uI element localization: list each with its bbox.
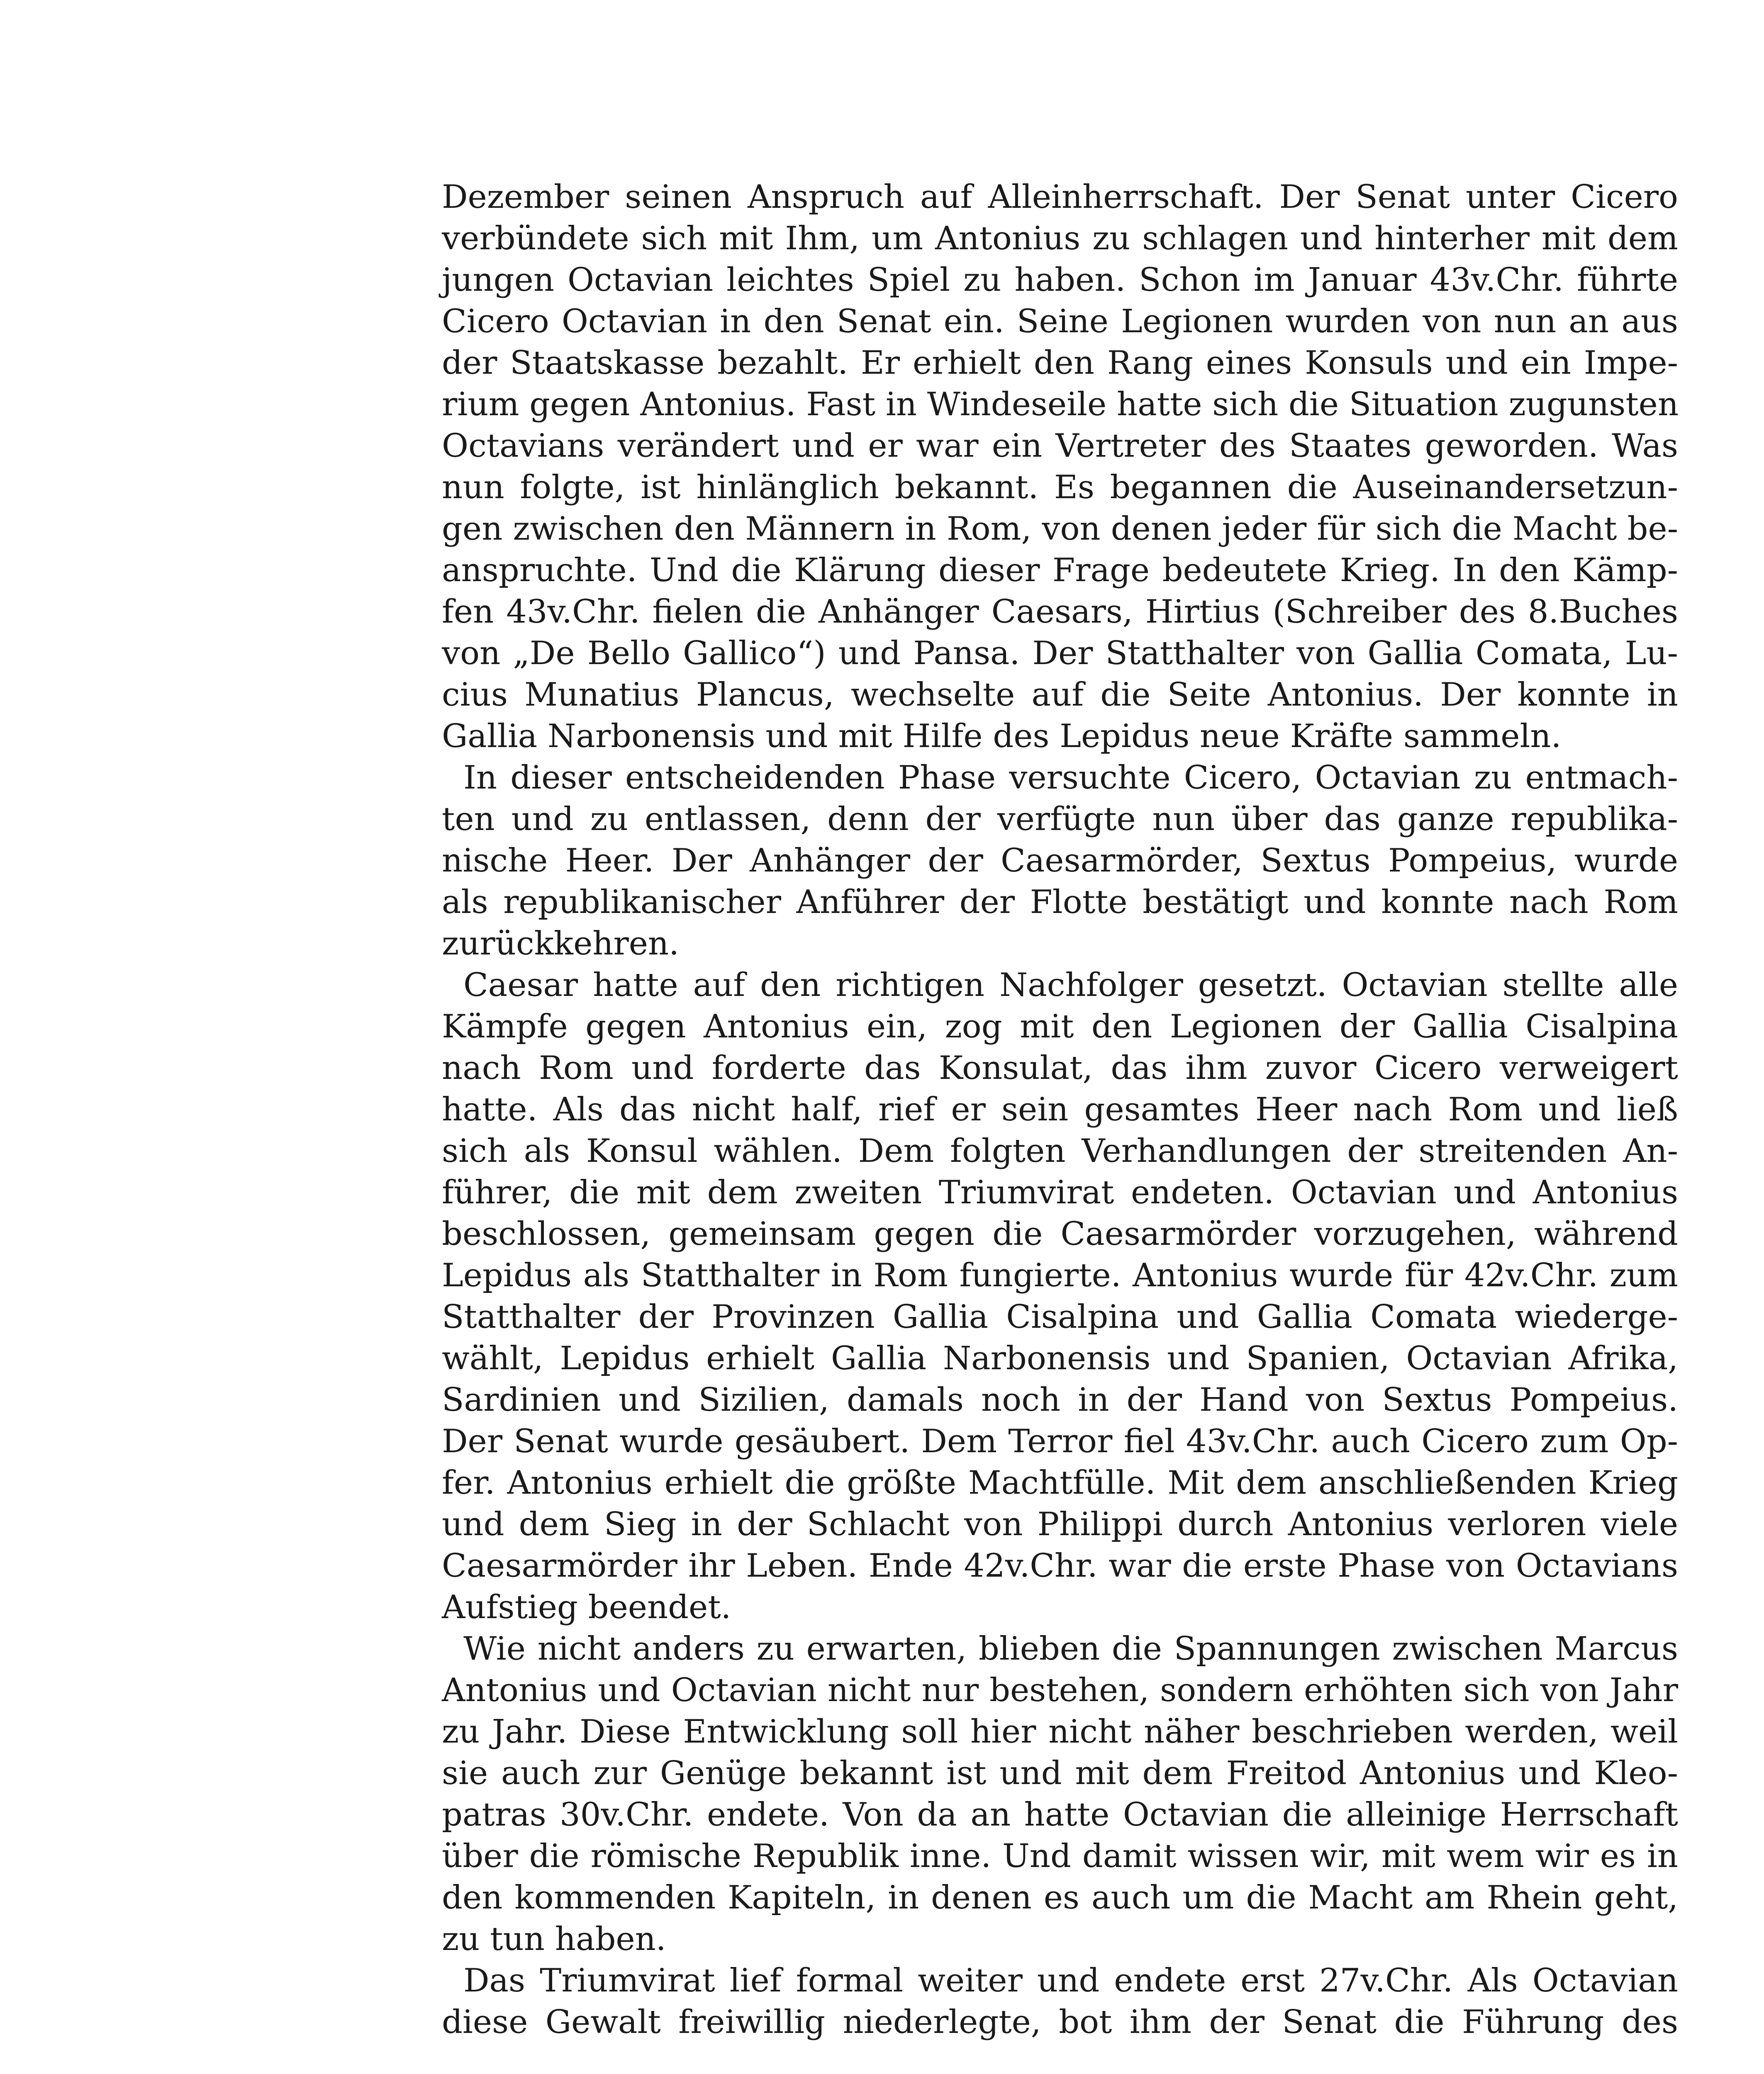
- text-line: rium gegen Antonius. Fast in Windeseile hatte sich die Situation zugunsten: [442, 386, 1679, 423]
- text-line: zu Jahr. Diese Entwicklung soll hier nicht näher beschrieben werden, weil: [442, 1713, 1678, 1750]
- text-line: jungen Octavian leichtes Spiel zu haben. Schon im Januar 43v.Chr. führte: [442, 261, 1678, 299]
- text-line: Cicero Octavian in den Senat ein. Seine Legionen wurden von nun an aus: [442, 303, 1678, 340]
- paragraph: [442, 1628, 1678, 1960]
- text-line: patras 30v.Chr. endete. Von da an hatte Octavian die alleinige Herrschaft: [442, 1796, 1678, 1833]
- text-line: zurückkehren.: [442, 925, 679, 962]
- text-line: nach Rom und forderte das Konsulat, das ihm zuvor Cicero verweigert: [442, 1049, 1678, 1087]
- text-line: fer. Antonius erhielt die größte Machtfülle. Mit dem anschließenden Krieg: [442, 1464, 1678, 1502]
- text-line: Caesar hatte auf den richtigen Nachfolger gesetzt. Octavian stellte alle: [463, 966, 1678, 1004]
- text-line: fen 43v.Chr. fielen die Anhänger Caesars, Hirtius (Schreiber des 8.Buches: [442, 593, 1678, 630]
- text-line: wählt, Lepidus erhielt Gallia Narbonensis und Spanien, Octavian Afrika,: [442, 1340, 1678, 1377]
- text-line: In dieser entscheidenden Phase versuchte Cicero, Octavian zu entmach-: [463, 759, 1678, 796]
- text-line: zu tun haben.: [442, 1921, 666, 1958]
- text-line: Dezember seinen Anspruch auf Alleinherrschaft. Der Senat unter Cicero: [442, 178, 1678, 216]
- text-line: sie auch zur Genüge bekannt ist und mit dem Freitod Antonius und Kleo-: [442, 1755, 1678, 1792]
- text-line: nische Heer. Der Anhänger der Caesarmörder, Sextus Pompeius, wurde: [442, 842, 1678, 879]
- text-line: Antonius und Octavian nicht nur bestehen, sondern erhöhten sich von Jahr: [442, 1672, 1678, 1709]
- body-text: [442, 176, 1678, 2043]
- text-line: sich als Konsul wählen. Dem folgten Verhandlungen der streitenden An-: [442, 1132, 1678, 1170]
- text-line: Lepidus als Statthalter in Rom fungierte. Antonius wurde für 42v.Chr. zum: [442, 1257, 1678, 1294]
- paragraph: [442, 757, 1678, 964]
- text-line: von „De Bello Gallico“) und Pansa. Der Statthalter von Gallia Comata, Lu-: [442, 635, 1678, 672]
- text-line: anspruchte. Und die Klärung dieser Frage bedeutete Krieg. In den Kämp-: [442, 552, 1678, 589]
- text-line: diese Gewalt freiwillig niederlegte, bot ihm der Senat die Führung des: [442, 2003, 1678, 2041]
- text-line: Sardinien und Sizilien, damals noch in der Hand von Sextus Pompeius.: [442, 1381, 1678, 1419]
- text-line: hatte. Als das nicht half, rief er sein gesamtes Heer nach Rom und ließ: [442, 1091, 1678, 1128]
- text-line: und dem Sieg in der Schlacht von Philippi durch Antonius verloren viele: [442, 1506, 1678, 1543]
- text-line: Octavians verändert und er war ein Vertreter des Staates geworden. Was: [442, 427, 1678, 465]
- text-line: Kämpfe gegen Antonius ein, zog mit den Legionen der Gallia Cisalpina: [442, 1008, 1678, 1045]
- text-line: führer, die mit dem zweiten Triumvirat endeten. Octavian und Antonius: [442, 1174, 1678, 1211]
- text-line: der Staatskasse bezahlt. Er erhielt den Rang eines Konsuls und ein Impe-: [442, 344, 1678, 382]
- text-line: Wie nicht anders zu erwarten, blieben die Spannungen zwischen Marcus: [463, 1630, 1678, 1667]
- text-line: als republikanischer Anführer der Flotte bestätigt und konnte nach Rom: [442, 884, 1678, 921]
- text-line: gen zwischen den Männern in Rom, von denen jeder für sich die Macht be-: [442, 510, 1678, 548]
- paragraph: [442, 176, 1678, 757]
- paragraph: [442, 964, 1678, 1628]
- text-line: ten und zu entlassen, denn der verfügte nun über das ganze republika-: [442, 801, 1678, 838]
- text-line: Der Senat wurde gesäubert. Dem Terror fiel 43v.Chr. auch Cicero zum Op-: [442, 1423, 1678, 1460]
- text-line: Gallia Narbonensis und mit Hilfe des Lepidus neue Kräfte sammeln.: [442, 718, 1562, 755]
- text-line: über die römische Republik inne. Und damit wissen wir, mit wem wir es in: [442, 1838, 1678, 1875]
- text-line: Das Triumvirat lief formal weiter und endete erst 27v.Chr. Als Octavian: [463, 1962, 1678, 1999]
- text-line: cius Munatius Plancus, wechselte auf die Seite Antonius. Der konnte in: [442, 676, 1678, 713]
- text-line: den kommenden Kapiteln, in denen es auch um die Macht am Rhein geht,: [442, 1879, 1678, 1916]
- text-line: verbündete sich mit Ihm, um Antonius zu schlagen und hinterher mit dem: [442, 220, 1678, 257]
- text-line: Caesarmörder ihr Leben. Ende 42v.Chr. war die erste Phase von Octavians: [442, 1547, 1678, 1585]
- paragraph: [442, 1960, 1678, 2043]
- text-line: Statthalter der Provinzen Gallia Cisalpina und Gallia Comata wiederge-: [442, 1298, 1678, 1336]
- text-line: beschlossen, gemeinsam gegen die Caesarmörder vorzugehen, während: [442, 1215, 1678, 1253]
- text-line: nun folgte, ist hinlänglich bekannt. Es begannen die Auseinandersetzun-: [442, 469, 1678, 506]
- text-line: Aufstieg beendet.: [442, 1589, 731, 1626]
